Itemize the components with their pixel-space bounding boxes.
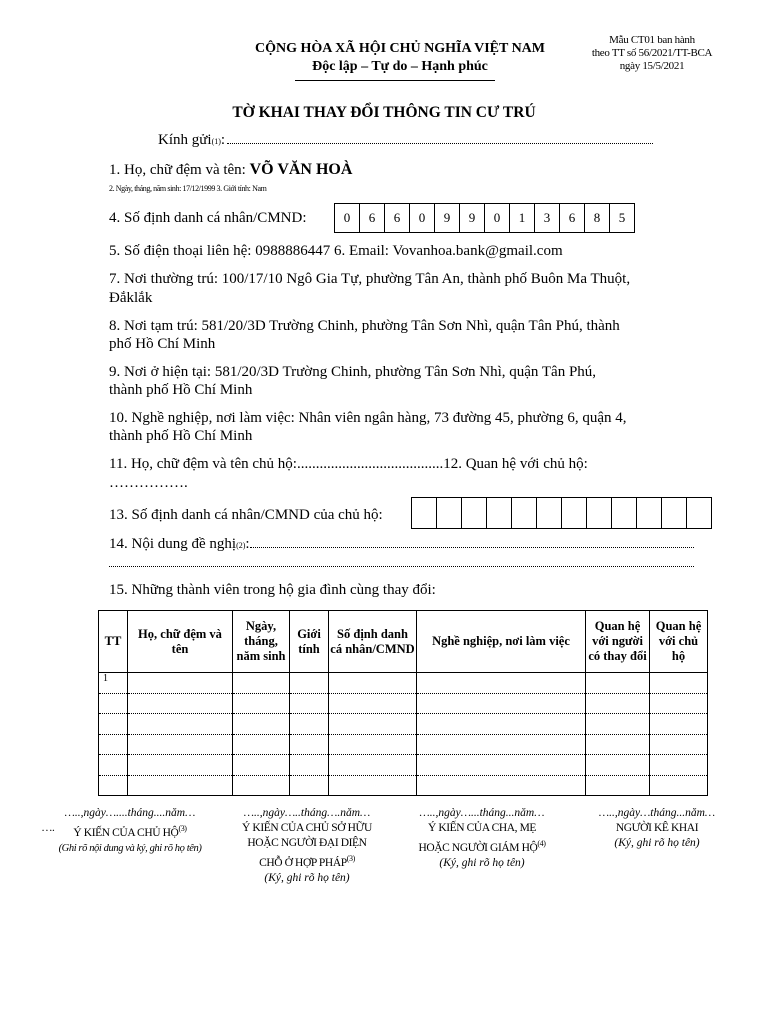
- table-cell[interactable]: [586, 673, 650, 694]
- table-cell[interactable]: [650, 714, 708, 735]
- table-cell[interactable]: [329, 673, 417, 694]
- table-cell[interactable]: [586, 755, 650, 776]
- id-digit-box[interactable]: 6: [384, 203, 409, 233]
- head-id-digit-box[interactable]: [686, 497, 712, 529]
- temporary-address-line-1[interactable]: 8. Nơi tạm trú: 581/20/3D Trường Chinh, phường Tân Sơn Nhì, quận Tân Phú, thành: [109, 318, 620, 334]
- request-field[interactable]: [250, 547, 694, 548]
- table-row: [99, 673, 708, 694]
- sig-title-2-sup: (4): [537, 839, 546, 848]
- table-cell[interactable]: [329, 734, 417, 755]
- temporary-address-line-2[interactable]: phố Hồ Chí Minh: [109, 336, 216, 352]
- sig-hint: (Ký, ghi rõ họ tên): [264, 871, 350, 884]
- id-digit-box[interactable]: 8: [584, 203, 609, 233]
- members-table-wrap: [98, 610, 708, 796]
- table-header-cell: Nghề nghiệp, nơi làm việc: [417, 611, 586, 673]
- table-cell[interactable]: [417, 755, 586, 776]
- table-header-cell: TT: [99, 611, 128, 673]
- request-field-line-2[interactable]: [109, 566, 694, 567]
- sig-parent-guardian: [397, 806, 567, 871]
- members-label: 15. Những thành viên trong hộ gia đình cùng thay đổi:: [109, 582, 436, 598]
- table-cell[interactable]: [650, 693, 708, 714]
- recipient-sup: (1): [211, 137, 221, 146]
- table-cell[interactable]: [329, 714, 417, 735]
- table-cell[interactable]: [650, 755, 708, 776]
- table-header-row: [99, 611, 708, 673]
- table-cell[interactable]: [290, 673, 329, 694]
- table-cell[interactable]: [650, 673, 708, 694]
- table-header-cell: Số định danh cá nhân/CMND: [329, 611, 417, 673]
- request-row: [109, 535, 694, 555]
- table-cell[interactable]: [128, 775, 233, 796]
- head-id-digit-box[interactable]: [536, 497, 561, 529]
- table-cell[interactable]: [650, 734, 708, 755]
- header-motto: Độc lập – Tự do – Hạnh phúc: [312, 59, 488, 74]
- header-country: CỘNG HÒA XÃ HỘI CHỦ NGHĨA VIỆT NAM: [254, 41, 545, 56]
- request-colon: :: [245, 536, 250, 552]
- table-row: [99, 693, 708, 714]
- household-head-line-2[interactable]: …………….: [109, 475, 188, 491]
- table-cell[interactable]: [417, 673, 586, 694]
- request-sup: (2): [236, 541, 246, 550]
- id-digit-box[interactable]: 9: [459, 203, 484, 233]
- sig-date-cont: ….: [42, 822, 56, 834]
- id-digit-box[interactable]: 0: [334, 203, 359, 233]
- table-cell[interactable]: [99, 775, 128, 796]
- table-cell[interactable]: [329, 755, 417, 776]
- table-cell[interactable]: [290, 714, 329, 735]
- current-address-line-2[interactable]: thành phố Hồ Chí Minh: [109, 382, 253, 398]
- permanent-address-line-1[interactable]: 7. Nơi thường trú: 100/17/10 Ngô Gia Tự, phường Tân An, thành phố Buôn Ma Thuột,: [109, 271, 631, 287]
- table-cell[interactable]: [233, 673, 290, 694]
- permanent-address-line-2[interactable]: Đắklắk: [109, 290, 153, 306]
- name-value[interactable]: VÕ VĂN HOÀ: [249, 161, 353, 178]
- id-digit-box[interactable]: 0: [409, 203, 434, 233]
- table-header-cell: Giới tính: [290, 611, 329, 673]
- table-cell[interactable]: [128, 693, 233, 714]
- table-cell[interactable]: [233, 755, 290, 776]
- sig-title: Ý KIẾN CỦA CHA, MẸ: [427, 822, 537, 834]
- id-digit-box[interactable]: 6: [559, 203, 584, 233]
- table-cell[interactable]: [233, 775, 290, 796]
- table-cell[interactable]: [417, 714, 586, 735]
- table-cell[interactable]: [128, 673, 233, 694]
- recipient-colon: :: [220, 132, 226, 148]
- id-number-boxes[interactable]: [334, 203, 635, 233]
- table-header-cell: Họ, chữ đệm và tên: [128, 611, 233, 673]
- table-cell[interactable]: [128, 755, 233, 776]
- sig-hint: (Ký, ghi rõ họ tên): [439, 856, 525, 869]
- members-table: [98, 610, 708, 796]
- table-cell[interactable]: [586, 714, 650, 735]
- id-digit-box[interactable]: 9: [434, 203, 459, 233]
- table-cell[interactable]: [233, 734, 290, 755]
- head-id-boxes[interactable]: [411, 497, 712, 529]
- table-body: [99, 673, 708, 796]
- sig-title: NGƯỜI KÊ KHAI: [615, 822, 699, 834]
- table-header-cell: Quan hệ với chủ hộ: [650, 611, 708, 673]
- dob-gender-line[interactable]: 2. Ngày, tháng, năm sinh: 17/12/1999 3. Giới tính: Nam: [109, 184, 267, 193]
- current-address-line-1[interactable]: 9. Nơi ở hiện tại: 581/20/3D Trường Chinh, phường Tân Sơn Nhì, quận Tân Phú,: [109, 364, 597, 380]
- head-id-digit-box[interactable]: [611, 497, 636, 529]
- table-header-cell: Ngày, tháng, năm sinh: [233, 611, 290, 673]
- head-id-digit-box[interactable]: [586, 497, 611, 529]
- recipient-field[interactable]: [227, 143, 653, 144]
- job-line-1[interactable]: 10. Nghề nghiệp, nơi làm việc: Nhân viên ngân hàng, 73 đường 45, phường 6, quận 4,: [109, 410, 627, 426]
- table-row: [99, 714, 708, 735]
- table-cell[interactable]: [329, 693, 417, 714]
- table-row: [99, 734, 708, 755]
- table-cell[interactable]: [586, 734, 650, 755]
- recipient-row: [158, 131, 653, 151]
- sig-title-2: HOẶC NGƯỜI ĐẠI DIỆN: [247, 837, 367, 849]
- id-label: 4. Số định danh cá nhân/CMND:: [109, 210, 307, 226]
- form-note-line-2: theo TT số 56/2021/TT-BCA: [591, 47, 713, 59]
- table-row: [99, 775, 708, 796]
- table-cell[interactable]: [329, 775, 417, 796]
- id-digit-box[interactable]: 3: [534, 203, 559, 233]
- sig-title-3-sup: (3): [346, 854, 355, 863]
- form-note-line-1: Mẫu CT01 ban hành: [609, 34, 695, 46]
- head-id-digit-box[interactable]: [661, 497, 686, 529]
- sig-title-sup: (3): [178, 824, 187, 833]
- recipient-label: Kính gửi: [158, 132, 212, 148]
- sig-title: Ý KIẾN CỦA CHỦ HỘ: [73, 826, 179, 839]
- sig-title-2: HOẶC NGƯỜI GIÁM HỘ: [418, 841, 538, 854]
- form-note-line-3: ngày 15/5/2021: [619, 60, 685, 72]
- table-cell[interactable]: [233, 693, 290, 714]
- sig-household-head: [40, 806, 220, 856]
- table-cell[interactable]: 1: [99, 673, 128, 694]
- table-cell[interactable]: [417, 775, 586, 796]
- table-cell[interactable]: [290, 775, 329, 796]
- table-cell[interactable]: [99, 693, 128, 714]
- table-cell[interactable]: [417, 734, 586, 755]
- table-cell[interactable]: [290, 734, 329, 755]
- table-row: [99, 755, 708, 776]
- sig-hint: (Ký, ghi rõ họ tên): [614, 837, 700, 849]
- sig-title: Ý KIẾN CỦA CHỦ SỞ HỮU: [242, 822, 372, 834]
- table-cell[interactable]: [233, 714, 290, 735]
- sig-date[interactable]: …..,ngày…....tháng....năm…: [64, 807, 196, 819]
- table-cell[interactable]: [290, 693, 329, 714]
- id-digit-box[interactable]: 0: [484, 203, 509, 233]
- sig-date[interactable]: …..,ngày…...tháng...năm…: [419, 807, 545, 819]
- motto-underline: [295, 80, 495, 81]
- table-cell[interactable]: [99, 755, 128, 776]
- page-title: TỜ KHAI THAY ĐỔI THÔNG TIN CƯ TRÚ: [232, 104, 536, 121]
- table-cell[interactable]: [128, 714, 233, 735]
- table-header-cell: Quan hệ với người có thay đổi: [586, 611, 650, 673]
- sig-owner: [222, 806, 392, 886]
- head-id-digit-box[interactable]: [486, 497, 511, 529]
- head-id-digit-box[interactable]: [436, 497, 461, 529]
- sig-date[interactable]: …..,ngày…tháng...năm…: [598, 807, 716, 819]
- head-id-digit-box[interactable]: [636, 497, 661, 529]
- sig-declarant: [577, 806, 737, 851]
- sig-date[interactable]: …..,ngày…..tháng….năm…: [243, 807, 371, 819]
- table-cell[interactable]: [586, 693, 650, 714]
- name-row: [109, 161, 352, 179]
- head-id-label: 13. Số định danh cá nhân/CMND của chủ hộ:: [109, 507, 383, 523]
- table-cell[interactable]: [290, 755, 329, 776]
- sig-title-3: CHỖ Ở HỢP PHÁP: [259, 856, 347, 869]
- table-cell[interactable]: [128, 734, 233, 755]
- table-cell[interactable]: [586, 775, 650, 796]
- id-digit-box[interactable]: 5: [609, 203, 635, 233]
- id-digit-box[interactable]: 6: [359, 203, 384, 233]
- table-cell[interactable]: [417, 693, 586, 714]
- id-digit-box[interactable]: 1: [509, 203, 534, 233]
- table-cell[interactable]: [99, 714, 128, 735]
- head-id-digit-box[interactable]: [411, 497, 436, 529]
- head-id-digit-box[interactable]: [511, 497, 536, 529]
- form-note: [572, 34, 732, 73]
- head-id-digit-box[interactable]: [461, 497, 486, 529]
- name-label: 1. Họ, chữ đệm và tên:: [109, 162, 246, 178]
- table-cell[interactable]: [99, 734, 128, 755]
- phone-email-line[interactable]: 5. Số điện thoại liên hệ: 0988886447 6. Email: Vovanhoa.bank@gmail.com: [109, 243, 563, 259]
- request-label: 14. Nội dung đề nghị: [109, 536, 237, 552]
- head-id-digit-box[interactable]: [561, 497, 586, 529]
- sig-hint: (Ghi rõ nội dung và ký, ghi rõ họ tên): [58, 842, 202, 854]
- job-line-2[interactable]: thành phố Hồ Chí Minh: [109, 428, 253, 444]
- table-cell[interactable]: [650, 775, 708, 796]
- household-head-line-1[interactable]: 11. Họ, chữ đệm và tên chủ hộ:.......................................12. Quan hệ với chủ hộ:: [109, 456, 588, 472]
